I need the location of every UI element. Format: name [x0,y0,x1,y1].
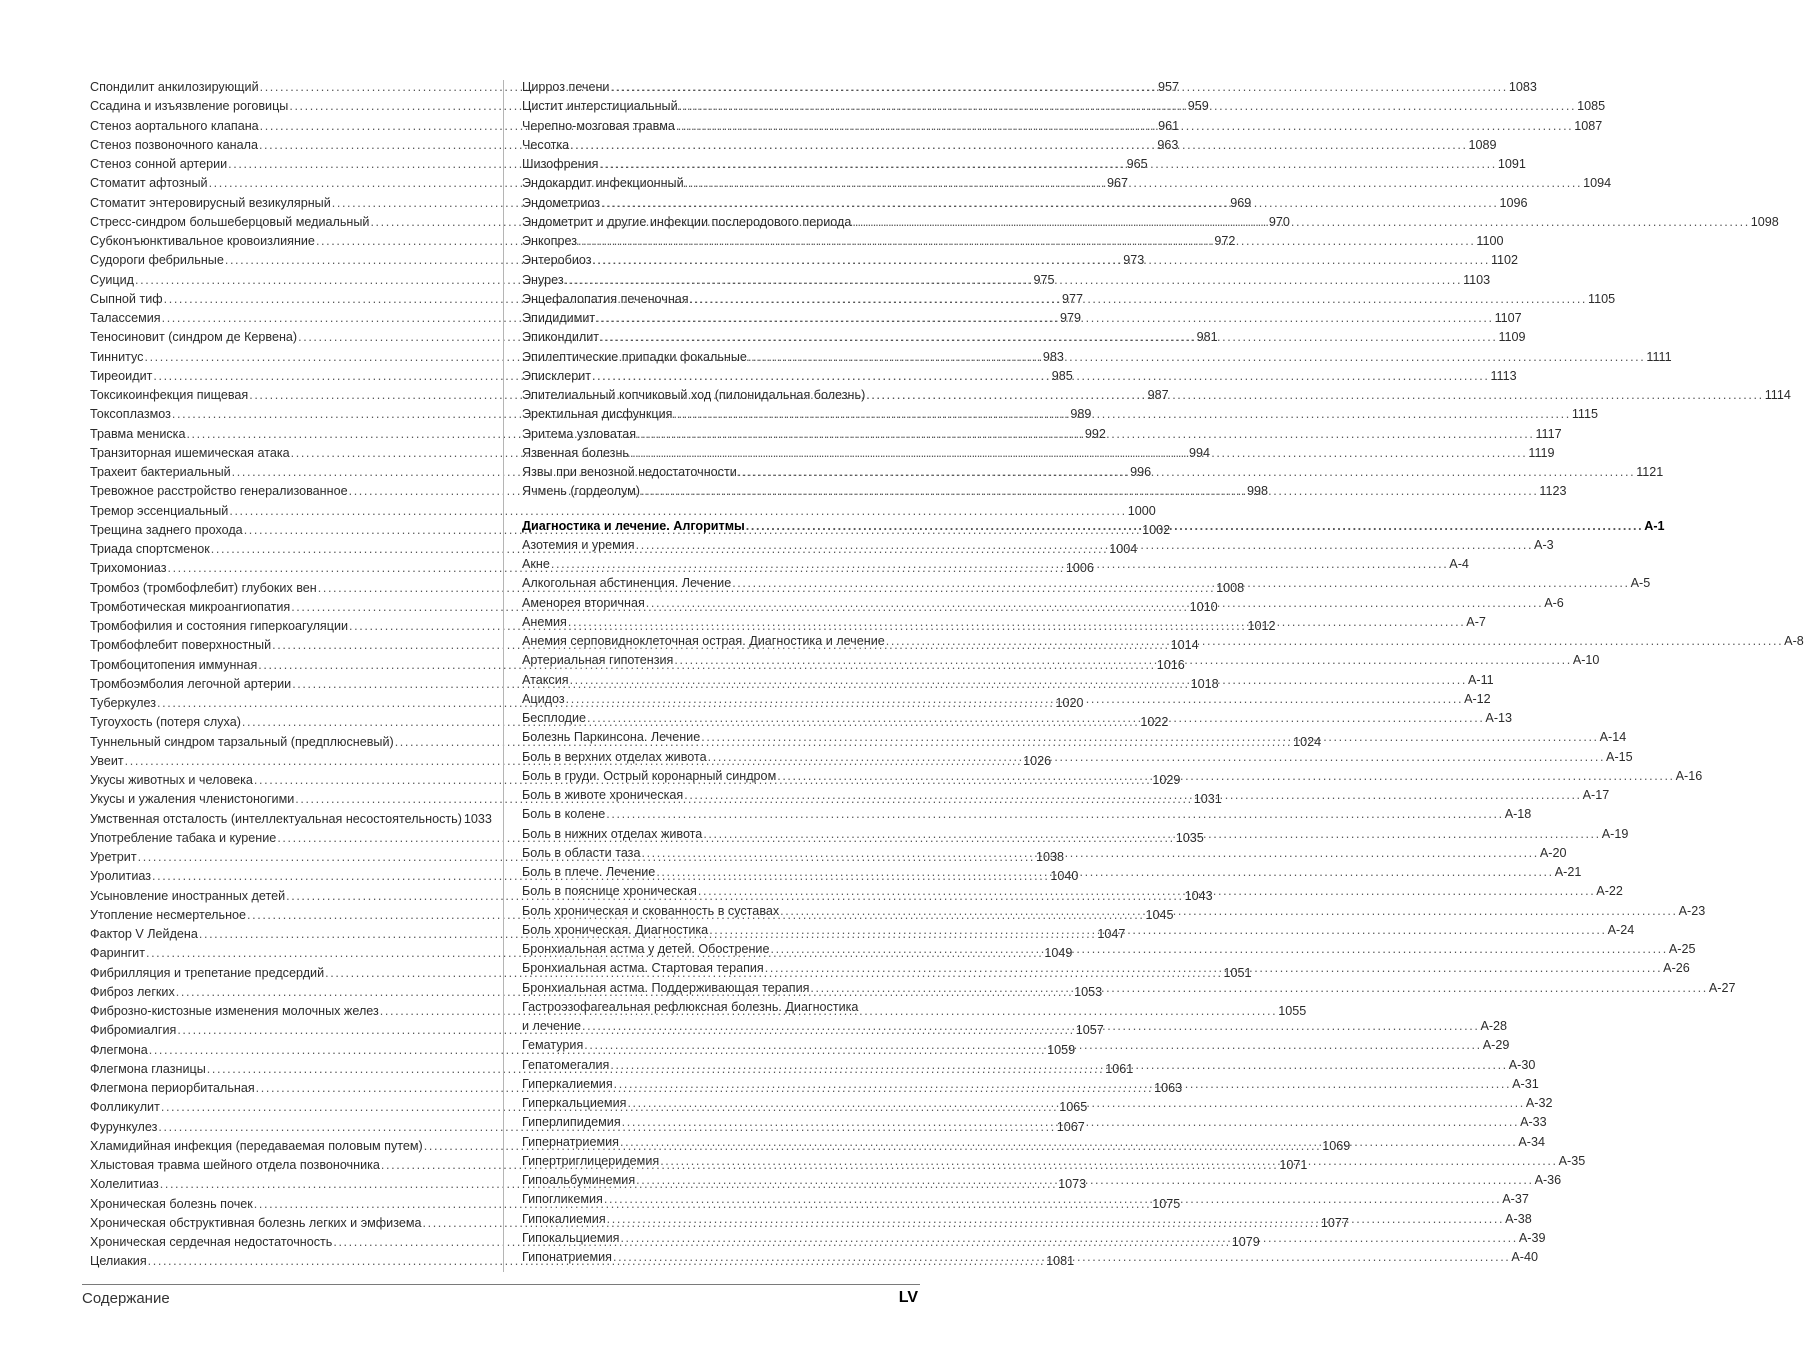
toc-entry-title: Эпидидимит [522,311,596,325]
toc-entry-title: Язвы при венозной недостаточности [522,465,737,479]
toc-entry-title: Анемия [522,614,567,629]
toc-entry-page: A-16 [1675,768,1703,783]
toc-entry-title: Боль в груди. Острый коронарный синдром [522,768,777,783]
toc-entry-title: Хроническая сердечная недостаточность [90,1235,333,1249]
toc-entry-page: A-13 [1485,711,1513,725]
toc-entry-title: Гипокальциемия [522,1230,620,1245]
toc-entry-title: Энурез [522,272,564,287]
toc-entry-title: Токсикоинфекция пищевая [90,388,249,402]
toc-entry-page: A-24 [1607,922,1635,937]
toc-entry-title: Бронхиальная астма. Поддерживающая терапия [522,980,810,995]
toc-entry-title: Гиперкалиемия [522,1076,613,1091]
toc-entry-title: Эписклерит [522,368,592,383]
toc-entry-page: 1035 [1175,830,1204,845]
toc-entry-page: 1033 [463,811,492,826]
toc-entry-page: 1109 [1498,330,1526,345]
toc-entry-title: Цистит интерстициальный [522,99,678,114]
toc-entry-title: Тромбоэмболия легочной артерии [90,676,292,691]
toc-entry-title: Фактор V Лейдена [90,927,198,941]
toc-entry-page: 1002 [1142,522,1171,537]
toc-entry-title: Трахеит бактериальный [90,465,231,479]
toc-entry-title: Бесплодие [522,711,586,725]
toc-entry-title: Теносиновит (синдром де Кервена) [90,330,298,345]
toc-entry-title: Хлыстовая травма шейного отдела позвоночника [90,1158,380,1172]
toc-entry-page: 1085 [1577,99,1606,114]
toc-entry-title: Уретрит [90,850,137,864]
toc-entry-page: 1018 [1190,676,1219,691]
toc-entry-page: 1071 [1279,1158,1308,1172]
toc-entry-title: Стеноз аортального клапана [90,118,259,133]
toc-entry-page: A-38 [1505,1211,1532,1226]
toc-entry-page: 961 [1158,118,1180,133]
toc-entry-title: Спондилит анкилозирующий [90,80,259,94]
toc-entry-title: Тиннитус [90,349,144,364]
toc-entry-page: 1065 [1059,1100,1088,1115]
toc-entry-title: Гипогликемия [522,1192,603,1207]
toc-entry-title: Укусы и ужаления членистоногими [90,792,295,807]
toc-entry-title: Гепатомегалия [522,1057,610,1072]
toc-entry-page: 975 [1033,272,1055,287]
toc-entry-page: 1004 [1109,542,1138,556]
toc-entry-title: Цирроз печени [522,80,610,94]
toc-entry-title: Гиперлипидемия [522,1115,621,1130]
toc-entry-page: A-7 [1466,614,1486,629]
toc-entry-page: 985 [1051,368,1073,383]
toc-entry-page: 1020 [1055,696,1084,710]
toc-entry-page: 1094 [1583,176,1612,191]
toc-entry-title: Тромбоцитопения иммунная [90,657,258,672]
toc-entry-title: Целиакия [90,1254,147,1269]
toc-entry-title: Гематурия [522,1038,584,1053]
toc-entry-title: Шизофрения [522,157,599,171]
toc-entry-title: Энкопрез [522,234,577,248]
toc-entry-title: Стоматит афтозный [90,176,208,191]
toc-entry-page: 1081 [1046,1254,1075,1269]
toc-entry-title: Эндометрит и другие инфекции послеродового периода [522,214,852,229]
toc-entry-page: A-4 [1449,557,1469,571]
toc-entry [90,810,492,829]
toc-entry-title: Тромбофлебит поверхностный [90,638,272,653]
toc-entry-title: Туберкулез [90,696,157,710]
toc-entry-page: 1111 [1646,349,1672,364]
toc-entry-page: 1114 [1764,388,1791,402]
toc-entry-title: Усыновление иностранных детей [90,888,286,903]
toc-entry-title: Ячмень (гордеолум) [522,484,640,499]
toc-entry-page: 1113 [1490,368,1517,383]
toc-entry-title: Токсоплазмоз [90,407,171,422]
footer-page-number: LV [898,1289,918,1306]
toc-entry-page: 1059 [1047,1042,1076,1057]
toc-entry-title: Тугоухость (потеря слуха) [90,715,241,730]
toc-entry-page: A-27 [1708,980,1736,995]
toc-entry-page: 1010 [1189,599,1218,614]
toc-entry-title: Боль в пояснице хроническая [522,884,697,899]
toc-entry-title: Болезнь Паркинсона. Лечение [522,730,701,745]
toc-entry-page: 1057 [1075,1023,1104,1038]
toc-entry-title: Тромботическая микроангиопатия [90,599,291,614]
toc-entry-title: Фиброз легких [90,984,175,999]
toc-entry-page: 1077 [1320,1215,1349,1230]
toc-entry-title: Азотемия и уремия [522,537,635,552]
toc-entry-title: Судороги фебрильные [90,253,224,268]
toc-entry-page: A-33 [1520,1115,1547,1130]
toc-entry-page: 1061 [1105,1061,1134,1076]
toc-entry-page: 1038 [1036,850,1065,864]
toc-entry-title: Боль в плече. Лечение [522,865,656,879]
toc-entry-page: A-30 [1508,1057,1536,1072]
toc-entry-page: A-26 [1663,961,1690,976]
toc-entry-title: Хламидийная инфекция (передаваемая половым путем) [90,1138,423,1153]
section-heading-page: A-1 [1644,518,1665,533]
toc-entry-page: 989 [1070,407,1092,422]
toc-entry-page: A-40 [1511,1250,1539,1264]
toc-entry-page: 1115 [1571,407,1599,422]
toc-entry-title: Фурункулез [90,1119,158,1134]
toc-entry-title: Энтеробиоз [522,253,592,268]
toc-entry-title: Эндокардит инфекционный [522,176,684,191]
toc-entry-page: A-5 [1630,576,1651,591]
toc-entry-title: Стеноз сонной артерии [90,157,228,171]
toc-entry-title: Боль в животе хроническая [522,788,684,802]
toc-entry-title: и лечение [522,1019,582,1033]
toc-entry-page: 994 [1189,445,1211,460]
toc-entry-page: 1123 [1539,484,1567,499]
toc-entry-page: 1098 [1750,214,1779,229]
toc-entry-page: A-19 [1601,826,1629,841]
toc-entry-page: 1079 [1231,1235,1260,1249]
toc-entry-title: Укусы животных и человека [90,773,253,787]
toc-entry-page: 977 [1062,291,1084,306]
toc-entry-page: A-6 [1544,595,1564,610]
toc-entry-title: Стресс-синдром большеберцовый медиальный [90,214,370,229]
toc-entry-title: Энцефалопатия печеночная [522,291,689,306]
toc-entry-title: Тиреоидит [90,368,153,383]
toc-entry-title: Триада спортсменок [90,542,210,556]
toc-entry-title: Эритема узловатая [522,426,637,441]
toc-entry-title: Увеит [90,753,124,768]
toc-entry-title: Тремор эссенциальный [90,503,229,518]
toc-entry-page: 998 [1247,484,1269,499]
toc-entry-title: Субконъюнктивальное кровоизлияние [90,234,315,248]
toc-entry-page: 1105 [1588,291,1616,306]
toc-entry-title: Бронхиальная астма. Стартовая терапия [522,961,764,976]
toc-entry-title: Ссадина и изъязвление роговицы [90,99,289,114]
toc-entry-page: 1047 [1097,927,1126,941]
toc-entry-title: Хроническая болезнь почек [90,1196,253,1211]
toc-entry-title: Язвенная болезнь [522,445,629,460]
toc-entry-page: 1119 [1528,445,1555,460]
toc-entry-page: 1031 [1193,792,1222,807]
toc-entry-title: Трещина заднего прохода [90,522,243,537]
toc-entry-title: Туннельный синдром тарзальный (предплюсневый) [90,734,394,749]
toc-entry-title: Транзиторная ишемическая атака [90,445,290,460]
toc-entry-title: Гипертриглицеридемия [522,1153,660,1168]
toc-entry-title: Эпителиальный копчиковый ход (пилонидальная болезнь) [522,388,866,402]
toc-entry-page: 987 [1147,388,1169,402]
toc-entry-title: Талассемия [90,311,161,325]
toc-entry-title: Ацидоз [522,691,565,706]
toc-entry-page: A-36 [1534,1173,1562,1187]
toc-entry-page: 1100 [1476,234,1504,248]
toc-entry-page: 1026 [1023,753,1052,768]
toc-entry-page: A-31 [1512,1076,1539,1091]
toc-entry-page: 981 [1196,330,1218,345]
toc-entry-page: 1000 [1127,503,1156,518]
toc-entry-title: Стоматит энтеровирусный везикулярный [90,195,331,210]
toc-entry-title: Стеноз позвоночного канала [90,137,258,152]
toc-entry-page: A-23 [1678,903,1706,918]
toc-entry [522,805,1532,824]
gerd-entry-line1: Гастроэзофагеальная рефлюксная болезнь. Диагностика [522,999,859,1014]
toc-entry-page: A-20 [1539,845,1567,860]
toc-entry-title: Фибромиалгия [90,1023,177,1038]
toc-entry-page: A-15 [1606,749,1633,764]
toc-entry-page: A-3 [1534,537,1554,552]
toc-entry-title: Эректильная дисфункция [522,407,673,422]
toc-entry-title: Артериальная гипотензия [522,653,674,668]
toc-entry-title: Боль хроническая и скованность в суставах [522,903,780,918]
toc-entry-page: A-11 [1467,672,1494,687]
toc-entry-page: 1121 [1636,465,1664,479]
toc-entry-title: Тревожное расстройство генерализованное [90,484,348,499]
toc-entry-title: Алкогольная абстиненция. Лечение [522,576,732,591]
toc-entry-page: A-35 [1558,1153,1586,1168]
toc-entry-page: A-17 [1582,788,1610,802]
toc-entry-page: 1049 [1044,946,1073,961]
toc-entry-page: A-25 [1668,942,1696,956]
toc-entry-page: 1043 [1184,888,1213,903]
toc-entry-page: 1103 [1463,272,1491,287]
toc-entry-title: Гипокалиемия [522,1211,606,1226]
toc-entry [90,502,1156,521]
toc-entry-page: 1008 [1216,580,1245,595]
toc-entry-title: Атаксия [522,672,569,687]
toc-entry-title: Утопление несмертельное [90,907,247,922]
toc-entry-title: Флегмона периорбитальная [90,1081,255,1095]
toc-entry-page: 1089 [1468,137,1497,152]
toc-entry-page: 1067 [1056,1119,1085,1134]
toc-entry-page: 957 [1158,80,1180,94]
toc-entry-page: 1051 [1223,965,1252,980]
toc-entry-page: 1055 [1278,1004,1307,1018]
toc-entry-page: 970 [1268,214,1290,229]
toc-entry-page: 996 [1130,465,1152,479]
toc-entry-page: 1022 [1140,715,1169,730]
toc-entry-page: 1091 [1497,157,1526,171]
toc-entry-title: Фиброзно-кистозные изменения молочных желез [90,1004,379,1018]
toc-entry-title: Аменорея вторичная [522,595,645,610]
toc-entry-title: Употребление табака и курение [90,830,277,845]
toc-entry-page: A-12 [1464,691,1491,706]
toc-entry-page: 1024 [1293,734,1322,749]
toc-entry-title: Гипернатриемия [522,1134,619,1149]
toc-entry-page: 979 [1060,311,1082,325]
toc-entry-title: Тромбофилия и состояния гиперкоагуляции [90,619,349,633]
toc-entry-title: Боль хроническая. Диагностика [522,922,709,937]
toc-entry-page: 1117 [1535,426,1562,441]
section-heading-title: Диагностика и лечение. Алгоритмы [522,518,745,533]
toc-entry-title: Чесотка [522,137,570,152]
toc-entry-page: 1102 [1490,253,1519,268]
toc-entry-page: A-22 [1596,884,1623,899]
toc-entry-title: Сыпной тиф [90,291,163,306]
toc-entry-title: Эндометриоз [522,195,601,210]
toc-entry-page: 963 [1157,137,1179,152]
toc-entry-page: 1107 [1494,311,1522,325]
toc-entry-page: 973 [1123,253,1145,268]
footer-rule [82,1284,920,1285]
toc-entry-page: 1040 [1050,869,1079,884]
toc-entry-title: Гипоальбуминемия [522,1173,636,1187]
toc-entry-title: Фолликулит [90,1100,160,1115]
toc-entry-page: 965 [1126,157,1148,171]
toc-entry-page: 1096 [1499,195,1528,210]
toc-entry-page: A-14 [1599,730,1627,745]
toc-entry-title: Уролитиаз [90,869,151,884]
toc-entry-title: Эпилептические припадки фокальные [522,349,747,364]
toc-entry-page: A-8 [1784,634,1804,648]
toc-entry-title: Флегмона глазницы [90,1061,206,1076]
toc-entry-page: 1063 [1154,1081,1183,1095]
toc-entry-page: 1045 [1145,907,1174,922]
toc-entry-title: Бронхиальная астма у детей. Обострение [522,942,770,956]
toc-entry-title: Флегмона [90,1042,148,1057]
toc-entry-title: Фарингит [90,946,145,961]
toc-entry-page: 1083 [1508,80,1537,94]
toc-entry-page: A-18 [1504,807,1532,822]
toc-entry-title: Боль в верхних отделах живота [522,749,707,764]
toc-entry-title: Анемия серповидноклеточная острая. Диагностика и лечение [522,634,885,648]
toc-entry-title: Умственная отсталость (интеллектуальная несостоятельность) [90,811,462,826]
toc-entry-title: Гиперкальциемия [522,1096,627,1110]
toc-entry-page: 959 [1187,99,1209,114]
toc-entry-page: 992 [1084,426,1106,441]
toc-entry-page: 1006 [1065,561,1094,576]
toc-entry-title: Суицид [90,272,135,287]
toc-entry-title: Холелитиаз [90,1177,159,1192]
toc-entry-title: Эпикондилит [522,330,600,345]
toc-entry-page: 1016 [1156,657,1185,672]
toc-entry-page: 1073 [1058,1177,1087,1192]
toc-entry-page: 972 [1214,234,1236,248]
toc-entry-title: Черепно-мозговая травма [522,118,675,133]
column-divider [503,80,504,1272]
toc-entry-title: Гипонатриемия [522,1250,612,1264]
toc-entry-page: 1075 [1152,1196,1181,1211]
toc-entry-page: A-32 [1525,1096,1553,1110]
toc-entry-title: Трихомониаз [90,561,167,576]
toc-entry-page: A-34 [1518,1134,1546,1149]
toc-entry-page: 967 [1107,176,1129,191]
toc-entry-page: 1087 [1574,118,1603,133]
toc-entry-page: 1029 [1152,773,1181,787]
toc-entry-page: A-28 [1480,1019,1508,1033]
toc-entry-title: Боль в колене [522,807,606,822]
toc-entry-page: 1053 [1074,984,1103,999]
toc-entry-page: 983 [1042,349,1064,364]
toc-entry-page: A-10 [1572,653,1600,668]
toc-entry-page: A-37 [1502,1192,1529,1207]
toc-entry-page: 1012 [1247,619,1276,633]
toc-entry-page: A-21 [1554,865,1582,879]
toc-entry-page: 969 [1230,195,1252,210]
toc-entry-page: 1014 [1170,638,1199,653]
toc-entry-title: Фибрилляция и трепетание предсердий [90,965,325,980]
toc-entry-title: Тромбоз (тромбофлебит) глубоких вен [90,580,317,595]
toc-entry-page: 1069 [1322,1138,1351,1153]
toc-entry-page: A-29 [1482,1038,1510,1053]
toc-entry-title: Хроническая обструктивная болезнь легких и эмфизема [90,1215,422,1230]
toc-entry-title: Травма мениска [90,426,186,441]
toc-entry-title: Боль в нижних отделах живота [522,826,703,841]
footer-section-name: Содержание [82,1290,170,1307]
toc-entry-title: Боль в области таза [522,845,641,860]
toc-entry-page: A-39 [1518,1230,1546,1245]
toc-entry-title: Акне [522,557,550,571]
